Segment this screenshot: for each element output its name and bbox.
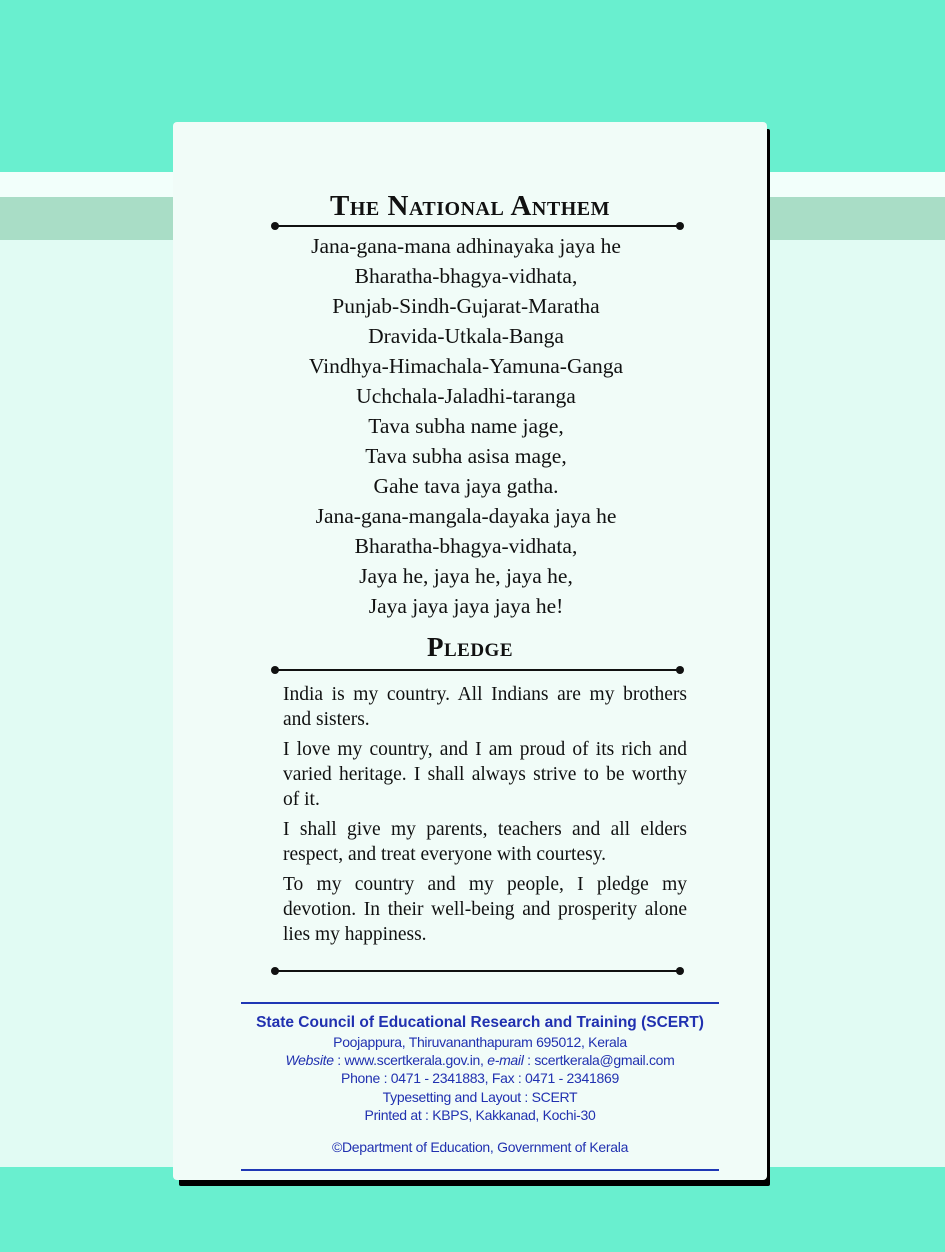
footer-address: Poojappura, Thiruvananthapuram 695012, Kerala (333, 1034, 627, 1050)
email-label: e-mail (487, 1052, 524, 1068)
footer-organization: State Council of Educational Research and Training (SCERT) (256, 1014, 704, 1031)
anthem-text (173, 231, 759, 621)
pledge-paragraph: To my country and my people, I pledge my devotion. In their well-being and prosperity alone lies my happiness. (283, 874, 687, 945)
footer-typesetting: Typesetting and Layout : SCERT (382, 1089, 578, 1105)
anthem-line: Vindhya-Himachala-Yamuna-Ganga (308, 354, 624, 378)
divider-anthem (274, 225, 681, 227)
anthem-line: Bharatha-bhagya-vidhata, (354, 264, 578, 288)
divider-end (274, 970, 681, 972)
pledge-text (283, 682, 687, 952)
page-card (173, 122, 767, 1180)
pledge-paragraph: I love my country, and I am proud of its rich and varied heritage. I shall always strive to be worthy of it. (283, 739, 687, 810)
anthem-line: Tava subha asisa mage, (365, 444, 567, 468)
email-link[interactable]: scertkerala@gmail.com (534, 1052, 675, 1068)
anthem-line: Jana-gana-mana adhinayaka jaya he (311, 234, 621, 258)
footer-contact: Website : www.scertkerala.gov.in, e-mail : scertkerala@gmail.com (285, 1052, 675, 1068)
anthem-line: Gahe tava jaya gatha. (373, 474, 559, 498)
anthem-line: Dravida-Utkala-Banga (368, 324, 564, 348)
anthem-line: Uchchala-Jaladhi-taranga (356, 384, 576, 408)
anthem-line: Tava subha name jage, (368, 414, 564, 438)
footer-bottom-rule (241, 1169, 719, 1171)
divider-pledge (274, 669, 681, 671)
website-label: Website (285, 1052, 334, 1068)
anthem-line: Bharatha-bhagya-vidhata, (354, 534, 578, 558)
footer-printed: Printed at : KBPS, Kakkanad, Kochi-30 (364, 1107, 596, 1123)
footer-top-rule (241, 1002, 719, 1004)
website-link[interactable]: www.scertkerala.gov.in (344, 1052, 481, 1068)
anthem-title: The National Anthem (330, 190, 610, 222)
footer-phone: Phone : 0471 - 2341883, Fax : 0471 - 2341869 (341, 1070, 619, 1086)
pledge-title: Pledge (426, 632, 513, 662)
anthem-line: Jaya jaya jaya jaya he! (368, 594, 564, 618)
pledge-paragraph: India is my country. All Indians are my brothers and sisters. (283, 684, 687, 730)
anthem-line: Jana-gana-mangala-dayaka jaya he (315, 504, 617, 528)
footer-copyright: ©Department of Education, Government of Kerala (331, 1139, 629, 1155)
anthem-line: Jaya he, jaya he, jaya he, (359, 564, 573, 588)
anthem-line: Punjab-Sindh-Gujarat-Maratha (332, 294, 600, 318)
pledge-paragraph: I shall give my parents, teachers and all elders respect, and treat everyone with courtesy. (283, 819, 687, 865)
